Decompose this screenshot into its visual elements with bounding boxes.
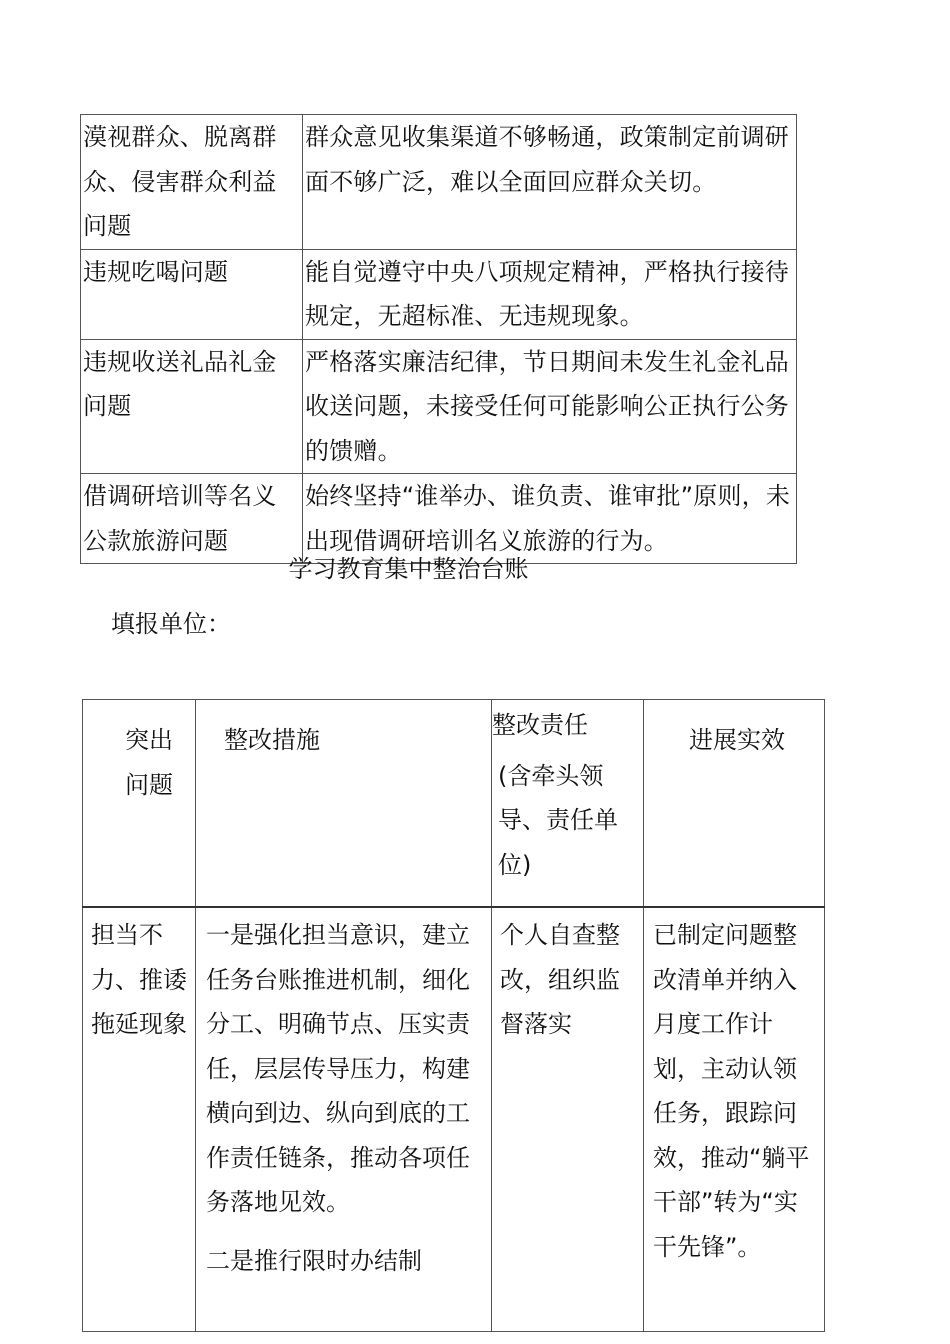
status-cell: 群众意见收集渠道不够畅通，政策制定前调研面不够广泛，难以全面回应群众关切。	[303, 115, 797, 250]
paragraph-gap	[206, 1225, 487, 1239]
header-progress: 进展实效	[644, 700, 825, 908]
header-issue: 突出问题	[83, 700, 196, 908]
status-cell: 能自觉遵守中央八项规定精神，严格执行接待规定，无超标准、无违规现象。	[303, 249, 797, 339]
reporting-unit-label: 填报单位：	[111, 610, 231, 638]
table-header-row	[83, 700, 825, 908]
issue-cell: 担当不力、推诿拖延现象	[83, 907, 196, 1332]
header-responsibility-title: 整改责任	[492, 711, 588, 739]
header-responsibility	[492, 700, 644, 908]
table-row	[81, 339, 797, 474]
measure-paragraph: 一是强化担当意识，建立任务台账推进机制，细化分工、明确节点、压实责任，层层传导压力，构建横向到边、纵向到底的工作责任链条，推动各项任务落地见效。	[206, 921, 470, 1216]
ledger-title: 学习教育集中整治台账	[288, 555, 529, 583]
table-row	[83, 907, 825, 1332]
measure-paragraph: 二是推行限时办结制	[206, 1246, 422, 1275]
table-row	[81, 115, 797, 250]
issue-cell: 借调研培训等名义公款旅游问题	[81, 474, 303, 564]
issue-cell: 违规吃喝问题	[81, 249, 303, 339]
header-responsibility-note: (含牵头领导、责任单位)	[498, 761, 618, 879]
responsibility-cell: 个人自查整改，组织监督落实	[492, 907, 644, 1332]
table-row	[81, 249, 797, 339]
measures-cell	[196, 907, 492, 1332]
progress-cell: 已制定问题整改清单并纳入月度工作计划，主动认领任务，跟踪问效，推动“躺平干部”转为“实干先锋”。	[644, 907, 825, 1332]
issue-cell: 违规收送礼品礼金问题	[81, 339, 303, 474]
status-cell: 严格落实廉洁纪律，节日期间未发生礼金礼品收送问题，未接受任何可能影响公正执行公务的馈赠。	[303, 339, 797, 474]
header-measures: 整改措施	[196, 700, 492, 908]
status-cell: 始终坚持“谁举办、谁负责、谁审批”原则，未出现借调研培训名义旅游的行为。	[303, 474, 797, 564]
issue-cell: 漠视群众、脱离群众、侵害群众利益问题	[81, 115, 303, 250]
self-check-table	[80, 114, 797, 564]
rectification-ledger-table	[82, 699, 825, 1332]
